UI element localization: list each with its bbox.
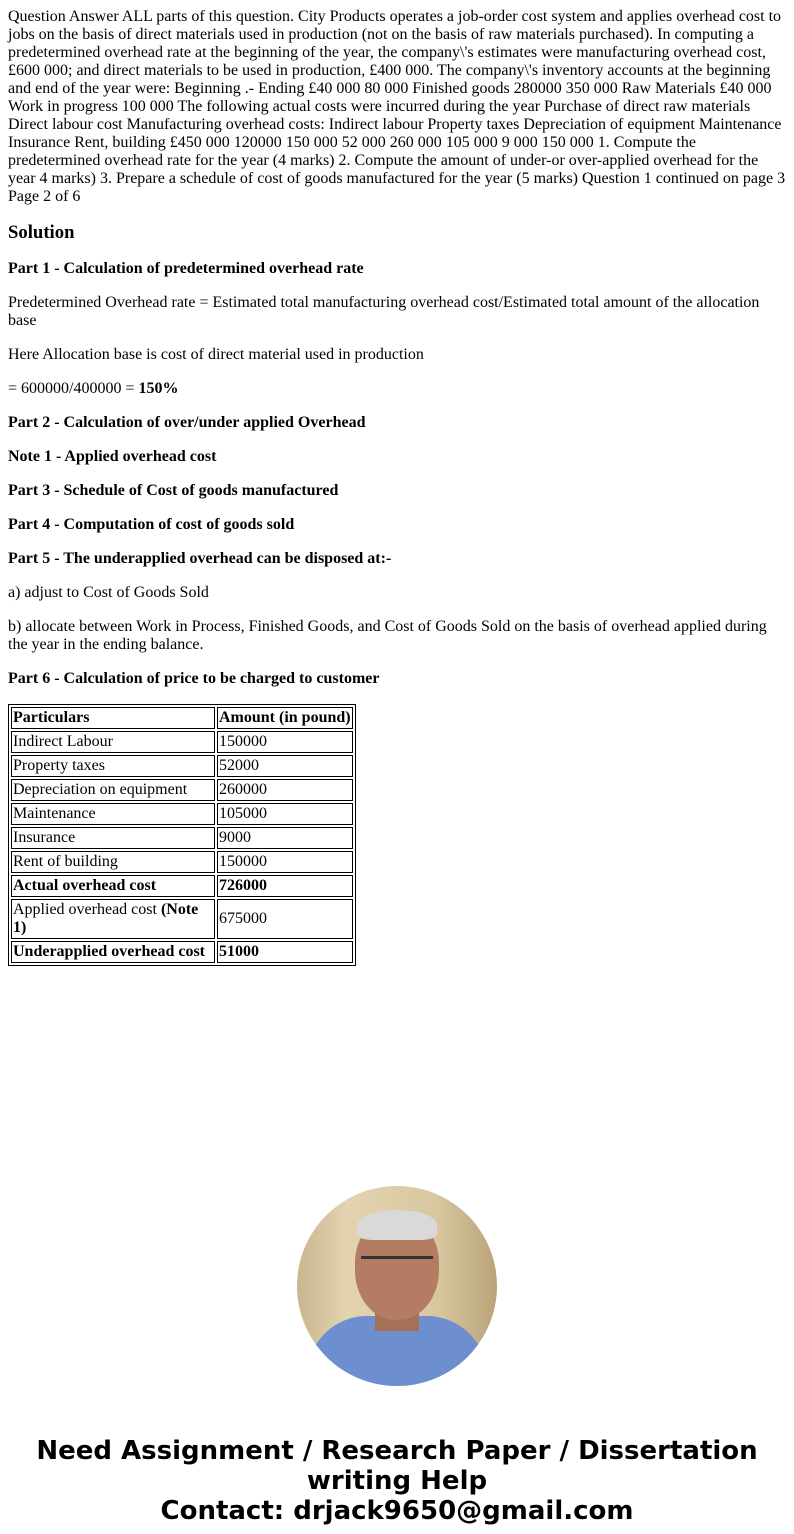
row-label: Rent of building <box>11 851 215 873</box>
table-row <box>11 731 353 753</box>
part6-heading: Part 6 - Calculation of price to be charged to customer <box>8 670 380 687</box>
row-amount: 52000 <box>217 755 353 777</box>
part5-option-b: b) allocate between Work in Process, Finished Goods, and Cost of Goods Sold on the basis of overhead applied during the year in the ending balance. <box>8 618 767 653</box>
footer-contact: Contact: drjack9650@gmail.com <box>160 1496 634 1526</box>
part5-heading: Part 5 - The underapplied overhead can be disposed at:- <box>8 550 392 567</box>
row-amount: 51000 <box>219 943 259 960</box>
calc-result: 150% <box>138 380 179 397</box>
row-amount: 150000 <box>217 731 353 753</box>
row-amount: 260000 <box>217 779 353 801</box>
note1-heading: Note 1 - Applied overhead cost <box>8 448 217 465</box>
table-row <box>11 827 353 849</box>
row-label: Property taxes <box>11 755 215 777</box>
row-label: Maintenance <box>11 803 215 825</box>
table-row <box>11 803 353 825</box>
footer-banner <box>8 1436 786 1526</box>
underapplied-row <box>11 941 353 963</box>
row-amount: 675000 <box>217 899 353 939</box>
applied-overhead-row <box>11 899 353 939</box>
part1-base: Here Allocation base is cost of direct material used in production <box>8 346 424 363</box>
header-particulars: Particulars <box>13 709 90 726</box>
calc-prefix: = 600000/400000 = <box>8 380 139 397</box>
table-row <box>11 779 353 801</box>
avatar-glasses <box>361 1256 433 1275</box>
header-amount: Amount (in pound) <box>219 709 351 726</box>
row-label: Depreciation on equipment <box>11 779 215 801</box>
table-header-row <box>11 707 353 729</box>
part3-heading: Part 3 - Schedule of Cost of goods manufactured <box>8 482 339 499</box>
row-amount: 105000 <box>217 803 353 825</box>
author-avatar <box>297 1186 497 1386</box>
row-label: Indirect Labour <box>11 731 215 753</box>
table-row <box>11 851 353 873</box>
part2-heading: Part 2 - Calculation of over/under applied Overhead <box>8 414 366 431</box>
overhead-table <box>8 704 356 966</box>
avatar-hair <box>357 1210 437 1240</box>
row-label: Underapplied overhead cost <box>13 943 205 960</box>
table-row <box>11 755 353 777</box>
solution-heading: Solution <box>8 222 75 243</box>
part1-heading: Part 1 - Calculation of predetermined overhead rate <box>8 260 364 277</box>
row-label: Insurance <box>11 827 215 849</box>
row-amount: 9000 <box>217 827 353 849</box>
row-label: Actual overhead cost <box>13 877 157 894</box>
footer-line1: Need Assignment / Research Paper / Dissertation writing Help <box>36 1436 758 1496</box>
note-ref: (Note 1) <box>13 901 199 936</box>
actual-overhead-row <box>11 875 353 897</box>
part1-calc <box>8 380 786 398</box>
part1-formula: Predetermined Overhead rate = Estimated total manufacturing overhead cost/Estimated total amount of the allocation base <box>8 294 760 329</box>
part5-option-a: a) adjust to Cost of Goods Sold <box>8 584 209 601</box>
part4-heading: Part 4 - Computation of cost of goods sold <box>8 516 295 533</box>
row-label: Applied overhead cost <box>13 901 161 918</box>
question-text: Question Answer ALL parts of this question. City Products operates a job-order cost system and applies overhead cost to jobs on the basis of direct materials used in production (not on the basis of raw materials purchased). In computing a predetermined overhead rate at the beginning of the year, the company\'s estimates were manufacturing overhead cost, £600 000; and direct materials to be used in production, £400 000. The company\'s inventory accounts at the beginning and end of the year were: Beginning .- Ending £40 000 80 000 Finished goods 280000 350 000 Raw Materials £40 000 Work in progress 100 000 The following actual costs were incurred during the year Purchase of direct raw materials Direct labour cost Manufacturing overhead costs: Indirect labour Property taxes Depreciation of equipment Maintenance Insurance Rent, building £450 000 120000 150 000 52 000 260 000 105 000 9 000 150 000 1. Compute the predetermined overhead rate for the year (4 marks) 2. Compute the amount of under-or over-applied overhead for the year 4 marks) 3. Prepare a schedule of cost of goods manufactured for the year (5 marks) Question 1 continued on page 3 Page 2 of 6 <box>8 8 786 205</box>
row-amount: 726000 <box>219 877 267 894</box>
row-amount: 150000 <box>217 851 353 873</box>
